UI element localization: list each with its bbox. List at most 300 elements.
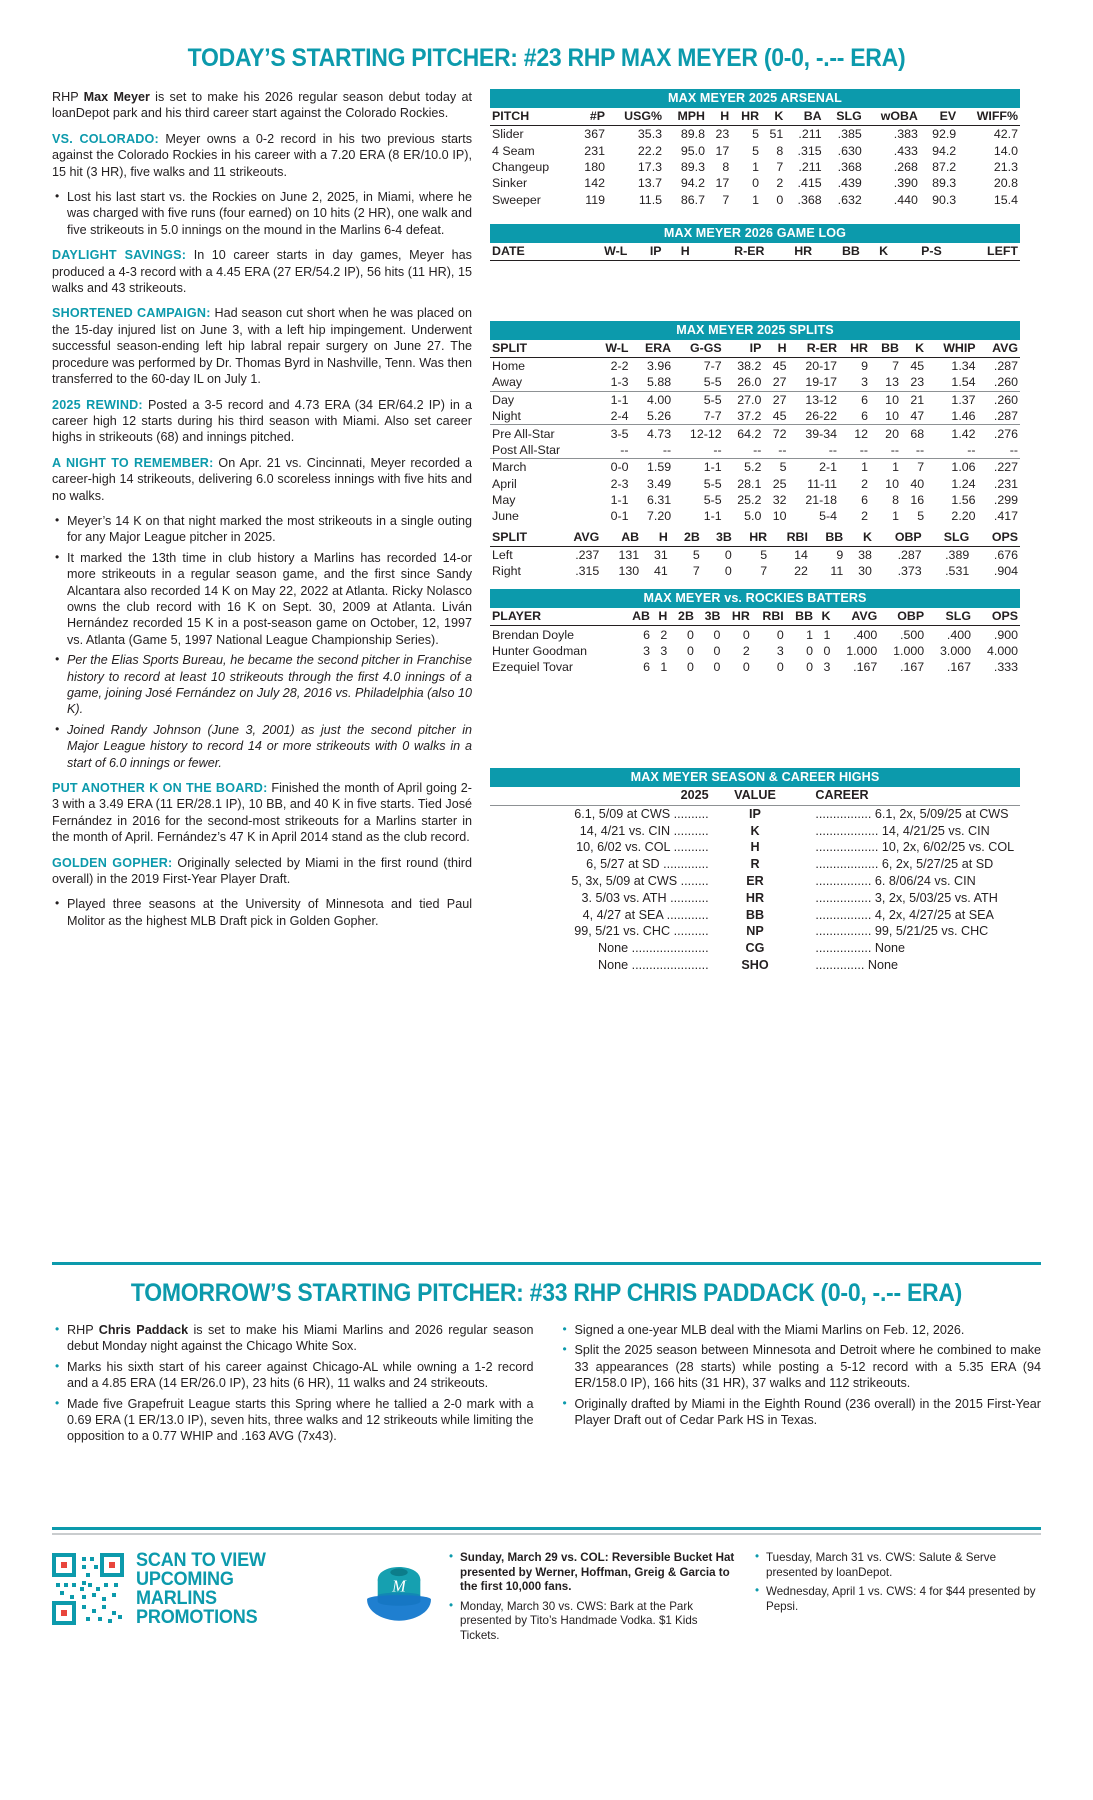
today-columns bbox=[52, 89, 1041, 989]
splits-cell: 1.54 bbox=[926, 374, 977, 391]
splits-cell: 1.37 bbox=[951, 392, 976, 407]
table-row bbox=[490, 546, 1020, 563]
highs-body bbox=[490, 805, 1020, 973]
splits-cell: -- bbox=[839, 442, 870, 459]
vs-rockies-cell: 0 bbox=[686, 660, 694, 675]
splits-title: MAX MEYER 2025 SPLITS bbox=[490, 321, 1020, 340]
vs-rockies-cell: 2 bbox=[660, 627, 668, 642]
gopher-block bbox=[52, 855, 472, 888]
highs-col-1: VALUE bbox=[713, 787, 798, 806]
intro-suffix: is set to make his 2026 regular season debut today at loanDepot park and his third career start against the Colorado Rockies. bbox=[52, 90, 472, 121]
highs-col-2: CAREER bbox=[797, 787, 1020, 806]
lr-splits-cell: .531 bbox=[945, 564, 970, 579]
vs-rockies-cell: 1.000 bbox=[893, 643, 925, 658]
lr-body bbox=[490, 546, 1020, 579]
arsenal-cell: 95.0 bbox=[680, 143, 705, 158]
splits-cell: .276 bbox=[993, 426, 1018, 441]
vs-rockies-cell: 1 bbox=[660, 660, 668, 675]
splits-cell: .227 bbox=[993, 460, 1018, 475]
vs-rockies-col-3: 2B bbox=[669, 608, 696, 626]
gamelog-col-3: H bbox=[664, 243, 692, 261]
highs-stat-cell: ER bbox=[746, 874, 764, 889]
splits-cell: June bbox=[492, 509, 519, 524]
arsenal-col-0: PITCH bbox=[490, 108, 573, 126]
splits-cell: 27 bbox=[763, 374, 788, 391]
qr-code-icon[interactable] bbox=[52, 1553, 124, 1625]
arsenal-col-7: BA bbox=[785, 108, 823, 126]
vs-rockies-cell: Ezequiel Tovar bbox=[492, 660, 574, 675]
highs-stat-cell: HR bbox=[745, 890, 765, 905]
gamelog-title: MAX MEYER 2026 GAME LOG bbox=[490, 224, 1020, 243]
splits-cell: 64.2 bbox=[737, 426, 762, 441]
vs-rockies-wrap bbox=[490, 589, 1020, 675]
board-block bbox=[52, 780, 472, 846]
lr-splits-cell: .237 bbox=[575, 547, 600, 562]
vs-rockies-cell: .500 bbox=[900, 627, 925, 642]
splits-cell: .260 bbox=[993, 392, 1018, 407]
highs-stat-cell: K bbox=[750, 823, 760, 838]
lr-header-row bbox=[490, 529, 1020, 547]
lr-splits-col-8: BB bbox=[810, 529, 845, 547]
lr-splits-cell: 41 bbox=[654, 564, 668, 579]
vs-rockies-cell: Hunter Goodman bbox=[492, 643, 588, 658]
table-row bbox=[490, 126, 1020, 143]
vs-rockies-cell: Brendan Doyle bbox=[492, 627, 574, 642]
night-block-text: On Apr. 21 vs. Cincinnati, Meyer recorded a career-high 14 strikeouts, delivering 6.0 scoreless innings with five hits and no walks. bbox=[52, 455, 472, 503]
splits-cell: 68 bbox=[910, 426, 925, 441]
splits-col-0: SPLIT bbox=[490, 340, 592, 358]
vs-rockies-cell: 0 bbox=[713, 627, 721, 642]
table-row bbox=[490, 873, 1020, 890]
lr-splits-table bbox=[490, 529, 1020, 580]
promo-column-2 bbox=[735, 1551, 1041, 1619]
arsenal-cell: .630 bbox=[837, 143, 862, 158]
gamelog-col-2: IP bbox=[629, 243, 663, 261]
vs-rockies-col-2: H bbox=[652, 608, 669, 626]
splits-cell: .231 bbox=[993, 476, 1018, 491]
table-row bbox=[490, 192, 1020, 208]
table-row bbox=[490, 159, 1020, 175]
arsenal-cell: .368 bbox=[797, 192, 822, 207]
splits-cell: 5.0 bbox=[744, 509, 762, 524]
vs-rockies-cell: .400 bbox=[853, 627, 878, 642]
splits-cell: 1-1 bbox=[703, 509, 722, 524]
arsenal-cell: .383 bbox=[893, 127, 918, 142]
highs-career-cell: ................ 3, 2x, 5/03/25 vs. ATH bbox=[815, 890, 998, 905]
arsenal-header-row bbox=[490, 108, 1020, 126]
arsenal-cell: 17 bbox=[715, 176, 730, 191]
lr-splits-cell: 0 bbox=[724, 564, 732, 579]
list-item: • Split the 2025 season between Minnesota and Detroit where he combined to make 33 appearances (28 starts) while posting a 5-12 record with a 5.35 ERA (94 ER/158.0 IP), 166 hits (31 HR), 37 walks and 112 strikeouts. bbox=[560, 1342, 1042, 1391]
list-item: • Per the Elias Sports Bureau, he became the second pitcher in Franchise history to record at least 10 strikeouts through the first 4.0 innings of a game, joining José Fernández on July 28, 2016 vs. Philadelphia (also 10 K). bbox=[52, 652, 472, 718]
scan-line-3: MARLINS bbox=[136, 1588, 217, 1609]
splits-body bbox=[490, 357, 1020, 524]
lr-splits-col-10: OBP bbox=[874, 529, 924, 547]
highs-table bbox=[490, 787, 1020, 974]
vs-rockies-cell: 0 bbox=[806, 643, 814, 658]
arsenal-col-1: #P bbox=[573, 108, 607, 126]
lr-splits-cell: 30 bbox=[858, 564, 872, 579]
arsenal-cell: Changeup bbox=[492, 159, 550, 174]
today-note-blocks bbox=[52, 131, 472, 446]
lr-splits-cell: .315 bbox=[575, 564, 600, 579]
lr-splits-col-6: HR bbox=[734, 529, 769, 547]
splits-cell: Home bbox=[492, 359, 526, 374]
lr-splits-col-4: 2B bbox=[670, 529, 702, 547]
splits-cell: 40 bbox=[910, 476, 925, 491]
table-row bbox=[490, 957, 1020, 974]
arsenal-cell: Sweeper bbox=[492, 192, 541, 207]
gamelog-col-5: HR bbox=[766, 243, 814, 261]
vs-rockies-col-5: HR bbox=[722, 608, 751, 626]
splits-cell: 5-4 bbox=[819, 509, 838, 524]
splits-cell: .260 bbox=[978, 374, 1020, 391]
vs-rockies-cell: .167 bbox=[853, 660, 878, 675]
splits-cell: Away bbox=[490, 374, 592, 391]
lr-splits-cell: 7 bbox=[692, 564, 700, 579]
vs-rockies-cell: 2 bbox=[742, 643, 750, 658]
arsenal-cell: 13.7 bbox=[637, 176, 663, 191]
table-row bbox=[490, 476, 1020, 492]
note-block-text: Had season cut short when he was placed on the 15-day injured list on June 3, with a left hip impingement. Underwent successful season-ending left hip labral repair surgery on June 27. The procedure was performed by Dr. Thomas Byrd in Nashville, Tenn. Was then transferred to the 60-day IL on July 1. bbox=[52, 306, 472, 387]
vs-rockies-cell: 3.000 bbox=[940, 643, 972, 658]
arsenal-cell: .211 bbox=[798, 159, 822, 174]
vs-rockies-col-8: K bbox=[815, 608, 832, 626]
arsenal-col-8: SLG bbox=[824, 108, 864, 126]
arsenal-cell: 17 bbox=[715, 143, 730, 158]
vs-rockies-col-7: BB bbox=[786, 608, 815, 626]
lr-splits-cell: 130 bbox=[618, 564, 640, 579]
arsenal-cell: 14.0 bbox=[993, 143, 1018, 158]
splits-cell: 10 bbox=[870, 408, 901, 425]
arsenal-cell: 86.7 bbox=[680, 192, 705, 207]
splits-cell: 1-3 bbox=[592, 374, 630, 391]
arsenal-col-9: wOBA bbox=[864, 108, 920, 126]
bucket-hat-image bbox=[352, 1551, 447, 1648]
splits-cell: 10 bbox=[885, 392, 899, 407]
splits-col-4: IP bbox=[724, 340, 764, 358]
splits-col-6: R-ER bbox=[789, 340, 839, 358]
lr-splits-col-3: H bbox=[641, 529, 670, 547]
splits-cell: 3-5 bbox=[610, 426, 629, 441]
arsenal-cell: 94.2 bbox=[680, 176, 705, 191]
splits-cell: 28.1 bbox=[737, 476, 762, 491]
splits-cell: 7-7 bbox=[673, 408, 723, 425]
arsenal-cell: 1 bbox=[752, 159, 760, 174]
splits-cell: 12-12 bbox=[689, 426, 722, 441]
arsenal-cell: .440 bbox=[893, 192, 918, 207]
note-block-0 bbox=[52, 131, 472, 180]
lr-splits-col-0: SPLIT bbox=[490, 529, 553, 547]
splits-cell: 2-4 bbox=[592, 408, 630, 425]
arsenal-col-11: WIFF% bbox=[958, 108, 1020, 126]
arsenal-cell: 51 bbox=[769, 127, 784, 142]
highs-2025-cell: None ...................... bbox=[598, 957, 709, 972]
table-row bbox=[490, 357, 1020, 374]
promotions-section bbox=[52, 1527, 1041, 1649]
gamelog-table bbox=[490, 243, 1020, 261]
lr-splits-cell: .904 bbox=[993, 564, 1018, 579]
splits-cell: 3.49 bbox=[647, 476, 672, 491]
highs-2025-cell: 6.1, 5/09 at CWS .......... bbox=[574, 806, 709, 821]
lr-splits-cell: 22 bbox=[794, 564, 808, 579]
arsenal-cell: 7 bbox=[776, 159, 784, 174]
list-item: • Monday, March 30 vs. CWS: Bark at the Park presented by Tito’s Handmade Vodka. $1 Kids Tickets. bbox=[447, 1600, 735, 1644]
arsenal-cell: 8 bbox=[776, 143, 784, 158]
vs-rockies-cell: 1.000 bbox=[846, 643, 878, 658]
table-row bbox=[490, 626, 1020, 643]
lr-splits-col-12: OPS bbox=[971, 529, 1020, 547]
scan-text bbox=[136, 1551, 266, 1627]
splits-cell: 47 bbox=[901, 408, 926, 425]
splits-cell: 5.88 bbox=[630, 374, 673, 391]
gamelog-col-6: BB bbox=[814, 243, 862, 261]
splits-cell: 1.59 bbox=[647, 460, 672, 475]
vs-rockies-cell: .333 bbox=[993, 660, 1018, 675]
table-row bbox=[490, 391, 1020, 408]
lr-splits-wrap bbox=[490, 529, 1020, 580]
splits-cell: 7.20 bbox=[647, 509, 672, 524]
highs-career-cell: ................ 99, 5/21/25 vs. CHC bbox=[815, 924, 989, 939]
arsenal-cell: .385 bbox=[837, 127, 862, 142]
note-block-text: In 10 career starts in day games, Meyer has produced a 4-3 record with a 4.45 ERA (27 ER/54.2 IP), 56 hits (11 HR), 15 walks and 43 strikeouts. bbox=[52, 248, 472, 296]
splits-col-7: HR bbox=[839, 340, 870, 358]
arsenal-cell: 20.8 bbox=[993, 176, 1018, 191]
note-block-lede: VS. COLORADO: bbox=[52, 131, 159, 146]
lr-splits-cell: 31 bbox=[654, 547, 668, 562]
vs-rockies-cell: 3 bbox=[643, 643, 650, 658]
table-row bbox=[490, 906, 1020, 923]
lr-splits-col-9: K bbox=[845, 529, 874, 547]
arsenal-cell: 94.2 bbox=[932, 143, 957, 158]
list-item: • Lost his last start vs. the Rockies on June 2, 2025, in Miami, where he was charged with five runs (four earned) on 10 hits (2 HR), one walk and five strikeouts in 5.0 innings on the mound in the Marlins 6-4 defeat. bbox=[52, 189, 472, 238]
tomorrow-right-column bbox=[560, 1322, 1042, 1437]
list-item: • Sunday, March 29 vs. COL: Reversible Bucket Hat presented by Werner, Hoffman, Greig & Garcia to the first 10,000 fans. bbox=[447, 1551, 735, 1595]
arsenal-cell: 0 bbox=[752, 176, 760, 191]
promo-rule-bottom bbox=[52, 1533, 1041, 1535]
splits-cell: 5 bbox=[779, 460, 787, 475]
arsenal-cell: 0 bbox=[776, 192, 784, 207]
highs-2025-cell: 10, 6/02 vs. COL .......... bbox=[576, 840, 709, 855]
vs-rockies-body bbox=[490, 626, 1020, 676]
splits-cell: 2 bbox=[861, 509, 868, 524]
arsenal-cell: 4 Seam bbox=[492, 143, 535, 158]
arsenal-col-5: HR bbox=[731, 108, 761, 126]
highs-stat-cell: IP bbox=[749, 806, 761, 821]
qr-block[interactable] bbox=[52, 1551, 352, 1627]
lr-splits-cell: .389 bbox=[945, 547, 970, 562]
arsenal-cell: .415 bbox=[797, 176, 822, 191]
table-row bbox=[490, 142, 1020, 158]
table-row bbox=[490, 408, 1020, 425]
splits-cell: 1.06 bbox=[951, 460, 976, 475]
splits-col-11: AVG bbox=[978, 340, 1020, 358]
lr-splits-cell: 5 bbox=[760, 547, 768, 562]
today-left-column bbox=[52, 89, 472, 938]
arsenal-cell: .368 bbox=[837, 159, 862, 174]
highs-stat-cell: BB bbox=[745, 907, 765, 922]
gamelog-col-8: P-S bbox=[890, 243, 944, 261]
vs-rockies-col-6: RBI bbox=[752, 608, 786, 626]
note-block-lede: SHORTENED CAMPAIGN: bbox=[52, 306, 211, 321]
splits-cell: 23 bbox=[901, 374, 926, 391]
list-item: • Originally drafted by Miami in the Eighth Round (236 overall) in the 2015 First-Year Player Draft out of Cedar Park HS in Texas. bbox=[560, 1396, 1042, 1429]
arsenal-cell: Sinker bbox=[492, 176, 528, 191]
vs-rockies-cell: 0 bbox=[776, 627, 784, 642]
table-row bbox=[490, 442, 1020, 459]
splits-col-3: G-GS bbox=[673, 340, 723, 358]
splits-cell: 27 bbox=[772, 392, 787, 407]
arsenal-table-wrap bbox=[490, 89, 1020, 208]
scan-line-4: PROMOTIONS bbox=[136, 1607, 258, 1628]
vs-rockies-cell: 6 bbox=[643, 627, 650, 642]
note-block-1 bbox=[52, 247, 472, 296]
gopher-block-bullets bbox=[52, 896, 472, 929]
tomorrow-left-column bbox=[52, 1322, 534, 1454]
splits-cell: 45 bbox=[772, 359, 787, 374]
splits-cell: 20-17 bbox=[805, 359, 838, 374]
splits-table-wrap bbox=[490, 321, 1020, 525]
note-block-text: Meyer owns a 0-2 record in his two previous starts against the Colorado Rockies in his career with a 7.20 ERA (8 ER/10.0 IP), 15 hit (3 HR), five walks and 11 strikeouts. bbox=[52, 131, 473, 179]
scan-line-1: SCAN TO VIEW bbox=[136, 1550, 266, 1571]
splits-cell: 2-3 bbox=[610, 476, 629, 491]
today-right-column bbox=[490, 89, 1020, 989]
splits-cell: 4.73 bbox=[647, 426, 672, 441]
splits-cell: 5-5 bbox=[703, 392, 722, 407]
highs-2025-cell: 6, 5/27 at SD ............. bbox=[586, 857, 709, 872]
gamelog-col-4: R-ER bbox=[692, 243, 767, 261]
note-block-lede: 2025 REWIND: bbox=[52, 397, 143, 412]
highs-2025-cell: 3. 5/03 vs. ATH ........... bbox=[581, 890, 709, 905]
arsenal-col-10: EV bbox=[920, 108, 958, 126]
splits-header-row bbox=[490, 340, 1020, 358]
arsenal-cell: 87.2 bbox=[932, 159, 957, 174]
splits-cell: 5.2 bbox=[744, 460, 762, 475]
board-block-lede: PUT ANOTHER K ON THE BOARD: bbox=[52, 781, 268, 796]
highs-career-cell: .................. 10, 2x, 6/02/25 vs. COL bbox=[815, 840, 1015, 855]
highs-stat-cell: CG bbox=[745, 941, 765, 956]
lr-splits-col-5: 3B bbox=[702, 529, 734, 547]
highs-2025-cell: 99, 5/21 vs. CHC .......... bbox=[574, 924, 709, 939]
arsenal-cell: .632 bbox=[837, 192, 862, 207]
highs-2025-cell: None ...................... bbox=[598, 941, 709, 956]
lr-splits-col-2: AB bbox=[601, 529, 641, 547]
arsenal-cell: .390 bbox=[893, 176, 918, 191]
splits-cell: 5 bbox=[917, 509, 925, 524]
splits-cell: 45 bbox=[763, 408, 788, 425]
splits-cell: 45 bbox=[910, 359, 925, 374]
arsenal-col-2: USG% bbox=[607, 108, 664, 126]
list-item: • Played three seasons at the University of Minnesota and tied Paul Molitor as the highest MLB Draft pick in Golden Gopher. bbox=[52, 896, 472, 929]
splits-cell: -- bbox=[630, 442, 673, 459]
lr-splits-col-7: RBI bbox=[769, 529, 810, 547]
vs-rockies-col-11: SLG bbox=[926, 608, 973, 626]
gamelog-col-9: LEFT bbox=[944, 243, 1020, 261]
list-item: • Marks his sixth start of his career against Chicago-AL while owning a 1-2 record and a 4.85 ERA (14 ER/26.0 IP), 23 hits (6 HR), 11 walks and 24 strikeouts. bbox=[52, 1359, 534, 1392]
splits-cell: 7 bbox=[892, 359, 899, 374]
vs-rockies-cell: 1 bbox=[823, 627, 831, 642]
lr-splits-cell: 9 bbox=[836, 547, 844, 562]
arsenal-cell: 23 bbox=[715, 127, 730, 142]
highs-stat-cell: R bbox=[750, 857, 760, 872]
vs-rockies-cell: 0 bbox=[742, 627, 750, 642]
list-item: • RHP Chris Paddack is set to make his Miami Marlins and 2026 regular season debut Monday night against the Chicago White Sox. bbox=[52, 1322, 534, 1355]
arsenal-cell: 180 bbox=[584, 159, 605, 174]
arsenal-cell: 22.2 bbox=[637, 143, 663, 158]
gamelog-col-0: DATE bbox=[490, 243, 570, 261]
night-block-bullets bbox=[52, 513, 472, 771]
splits-cell: -- bbox=[789, 442, 839, 459]
night-block bbox=[52, 455, 472, 504]
splits-cell: 10 bbox=[885, 476, 899, 491]
gamelog-table-wrap bbox=[490, 224, 1020, 261]
table-row bbox=[490, 659, 1020, 675]
splits-cell: 2-1 bbox=[819, 460, 838, 475]
splits-cell: 1 bbox=[892, 460, 899, 475]
splits-cell: 0-0 bbox=[610, 460, 629, 475]
splits-cell: April bbox=[492, 476, 517, 491]
lr-splits-cell: 14 bbox=[794, 547, 808, 562]
arsenal-col-6: K bbox=[761, 108, 785, 126]
list-item: • Signed a one-year MLB deal with the Miami Marlins on Feb. 12, 2026. bbox=[560, 1322, 1042, 1338]
splits-cell: 11-11 bbox=[807, 476, 838, 491]
splits-cell: .287 bbox=[978, 408, 1020, 425]
splits-cell: 1 bbox=[861, 460, 868, 475]
vs-rockies-cell: .167 bbox=[900, 660, 925, 675]
splits-cell: 2 bbox=[861, 476, 868, 491]
splits-cell: 1-1 bbox=[610, 392, 629, 407]
list-item: • Joined Randy Johnson (June 3, 2001) as just the second pitcher in Major League history to record 14 or more strikeouts with 0 walks in a start of 6.0 innings or fewer. bbox=[52, 722, 472, 771]
arsenal-table bbox=[490, 108, 1020, 208]
highs-2025-cell: 14, 4/21 vs. CIN .......... bbox=[579, 823, 709, 838]
vs-rockies-cell: 3 bbox=[776, 643, 784, 658]
highs-career-cell: .................. 6, 2x, 5/27/25 at SD bbox=[815, 857, 994, 872]
gamelog-header-row bbox=[490, 243, 1020, 261]
arsenal-cell: 231 bbox=[584, 143, 605, 158]
lr-splits-cell: .373 bbox=[897, 564, 922, 579]
highs-title: MAX MEYER SEASON & CAREER HIGHS bbox=[490, 768, 1020, 787]
splits-cell: 5-5 bbox=[703, 493, 722, 508]
splits-cell: 13-12 bbox=[805, 392, 838, 407]
splits-cell: 25 bbox=[772, 476, 787, 491]
vs-rockies-cell: .900 bbox=[993, 627, 1018, 642]
arsenal-cell: 21.3 bbox=[993, 159, 1018, 174]
splits-cell: 1-1 bbox=[703, 460, 722, 475]
table-row bbox=[490, 459, 1020, 476]
splits-cell: 1.42 bbox=[951, 426, 976, 441]
vs-rockies-header-row bbox=[490, 608, 1020, 626]
vs-rockies-cell: 4.000 bbox=[986, 643, 1018, 658]
splits-cell: -- bbox=[673, 442, 723, 459]
splits-cell: 27.0 bbox=[737, 392, 762, 407]
splits-cell: 4.00 bbox=[647, 392, 672, 407]
arsenal-cell: 11.5 bbox=[638, 192, 663, 207]
arsenal-cell: .268 bbox=[893, 159, 918, 174]
splits-cell: 7-7 bbox=[703, 359, 722, 374]
highs-header-row bbox=[490, 787, 1020, 806]
splits-cell: 26.0 bbox=[724, 374, 764, 391]
splits-cell: -- bbox=[901, 442, 926, 459]
splits-cell: May bbox=[492, 493, 516, 508]
promo-column-1 bbox=[447, 1551, 735, 1649]
splits-cell: 10 bbox=[772, 509, 787, 524]
highs-career-cell: ................ None bbox=[815, 941, 905, 956]
lr-splits-col-11: SLG bbox=[924, 529, 972, 547]
arsenal-cell: 89.3 bbox=[932, 176, 957, 191]
vs-rockies-cell: 0 bbox=[806, 660, 814, 675]
vs-rockies-cell: 0 bbox=[686, 643, 694, 658]
table-row bbox=[490, 856, 1020, 873]
